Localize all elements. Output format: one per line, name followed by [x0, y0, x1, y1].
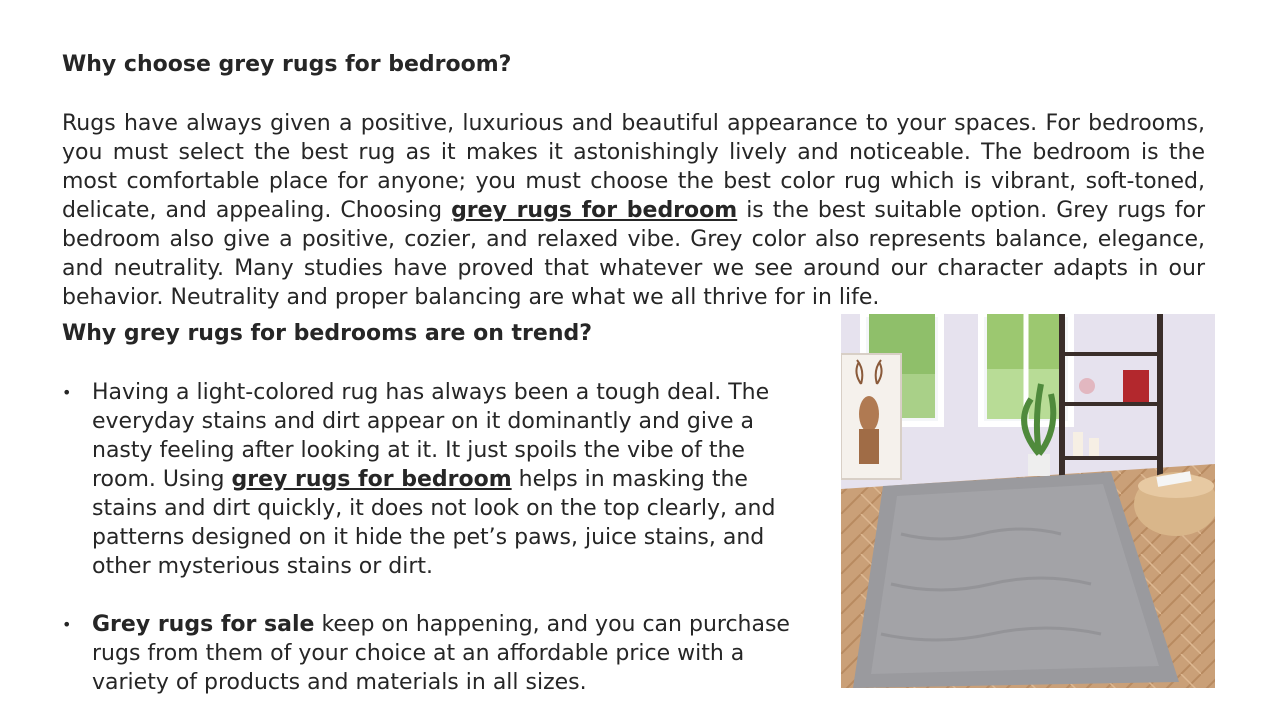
bullet1-text-part1: Having a light-colored rug has always been a tough deal. The everyday stains and dirt appear on it dominantly and give a nasty feeling after looking at it. It just spoils the vibe of the room. Using	[92, 380, 770, 492]
bullet-icon: •	[62, 383, 72, 402]
grey-rugs-link[interactable]: grey rugs for bedroom	[451, 198, 738, 223]
list-item	[62, 610, 807, 697]
bullet1-text-part2: helps in masking the stains and dirt quickly, it does not look on the top clearly, and patterns designed on it hide the pet’s paws, juice stains, and other mysterious stains or dirt.	[92, 467, 776, 579]
plant-pot	[1028, 454, 1050, 476]
intro-paragraph	[62, 109, 1205, 312]
intro-text-part1: Rugs have always given a positive, luxurious and beautiful appearance to your spaces. For bedrooms, you must select the best rug as it makes it astonishingly lively and noticeable. The bedroom is the most comfortable place for anyone; you must choose the best color rug which is vibrant, soft-toned, delicate, and appealing. Choosing	[62, 111, 1205, 223]
bullet-icon: •	[62, 615, 72, 634]
intro-text-part2: is the best suitable option. Grey rugs for bedroom also give a positive, cozier, and relaxed vibe. Grey color also represents balance, elegance, and neutrality. Many studies have proved that whatever we see around our character adapts in our behavior. Neutrality and proper balancing are what we all thrive for in life.	[62, 198, 1205, 310]
grey-rugs-link-2[interactable]: grey rugs for bedroom	[231, 467, 512, 492]
red-books	[1123, 370, 1149, 402]
section-heading-on-trend: Why grey rugs for bedrooms are on trend?	[62, 321, 592, 346]
list-item	[62, 378, 807, 581]
grey-rugs-sale-label: Grey rugs for sale	[92, 612, 315, 637]
shelf-frame	[1059, 314, 1065, 479]
rug-photo-illustration	[841, 314, 1215, 688]
section-heading-why-choose: Why choose grey rugs for bedroom?	[62, 52, 512, 77]
bullet2-text: keep on happening, and you can purchase rugs from them of your choice at an affordable price with a variety of products and materials in all sizes.	[92, 612, 790, 695]
trend-bullet-list	[62, 378, 807, 726]
rug-product-photo	[841, 314, 1215, 688]
